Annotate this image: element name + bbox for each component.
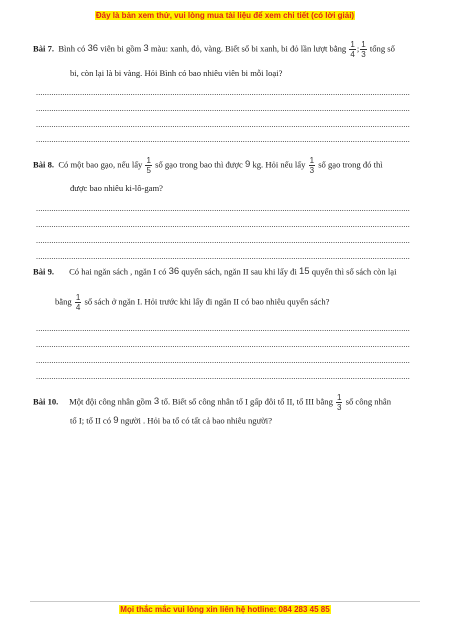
separator: ; [356, 43, 360, 54]
problem-7-text: màu: xanh, đỏ, vàng. Biết số bi xanh, bi đỏ lần lượt bằng [150, 43, 347, 54]
problem-10-text: số công nhân [345, 396, 391, 407]
problem-7-number: 36 [87, 42, 99, 54]
hotline-footer [0, 605, 450, 614]
problem-7-line-2 [70, 68, 282, 78]
problem-10-label: Bài 10. [33, 396, 59, 407]
problem-7-text: viên bi gồm [100, 43, 142, 54]
problem-10-number: 9 [113, 415, 119, 426]
answer-line: .......................................................................................................................................................................... [36, 340, 410, 349]
problem-9-text: bằng [55, 296, 72, 307]
fraction-numerator: 1 [350, 40, 355, 49]
answer-line: .......................................................................................................................................................................... [36, 220, 410, 229]
problem-8-line-2 [70, 183, 163, 193]
problem-9-text: số sách ở ngăn I. Hỏi trước khi lấy đi ngăn II có bao nhiêu quyển sách? [84, 296, 330, 307]
problem-9-text: quyển sách, ngăn II sau khi lấy đi [181, 266, 297, 277]
preview-notice-banner [0, 11, 450, 20]
problem-7-number: 3 [143, 42, 149, 54]
problem-10-text: Một đội công nhân gồm [69, 396, 152, 407]
fraction [360, 40, 366, 59]
problem-8-number: 9 [244, 158, 251, 170]
problem-10-number: 3 [153, 395, 160, 407]
fraction-denominator: 5 [146, 166, 151, 175]
problem-8-line-1 [33, 156, 383, 175]
fraction [336, 393, 342, 412]
problem-8-text: kg. Hỏi nếu lấy [252, 159, 306, 170]
fraction [309, 156, 315, 175]
answer-line: .......................................................................................................................................................................... [36, 104, 410, 113]
answer-line: .......................................................................................................................................................................... [36, 120, 410, 129]
answer-line: .......................................................................................................................................................................... [36, 236, 410, 245]
answer-line: .......................................................................................................................................................................... [36, 204, 410, 213]
fraction-denominator: 3 [337, 403, 342, 412]
problem-7-text: tổng số [369, 43, 395, 54]
problem-7-text: bi, còn lại là bi vàng. Hỏi Bình có bao nhiêu viên bi mỗi loại? [70, 68, 283, 78]
problem-9-number: 15 [299, 266, 310, 277]
problem-10-text: tổ. Biết số công nhân tổ I gấp đôi tổ II, tổ III bằng [161, 396, 333, 407]
answer-line: .......................................................................................................................................................................... [36, 324, 410, 333]
fraction-denominator: 4 [75, 303, 81, 312]
problem-8-text: được bao nhiêu ki-lô-gam? [70, 183, 163, 193]
problem-8-text: số gạo trong bao thì được [155, 159, 243, 170]
hotline-text: Mọi thắc mắc vui lòng xin liên hệ hotline: 084 283 45 85 [120, 605, 330, 614]
fraction-numerator: 1 [309, 156, 315, 165]
answer-line: .......................................................................................................................................................................... [36, 252, 410, 261]
preview-notice-text: Đây là bản xem thử, vui lòng mua tài liệu để xem chi tiết (có lời giải) [95, 11, 355, 20]
problem-7-label: Bài 7. [33, 43, 55, 54]
problem-8-text: số gạo trong đó thì [318, 159, 383, 170]
problem-10-line-2 [70, 415, 272, 426]
problem-10-text: tổ I; tổ II có [70, 415, 112, 426]
fraction [145, 156, 151, 175]
answer-line: .......................................................................................................................................................................... [36, 372, 410, 381]
answer-line: .......................................................................................................................................................................... [36, 356, 410, 365]
problem-9-text: quyển thì số sách còn lại [311, 266, 397, 277]
problem-9-line-1 [33, 266, 396, 277]
problem-10-text: người . Hỏi ba tổ có tất cả bao nhiêu người? [120, 415, 273, 426]
problem-9-text: Có hai ngăn sách , ngăn I có [69, 266, 167, 277]
problem-9-number: 36 [168, 266, 180, 277]
fraction-denominator: 4 [350, 50, 355, 59]
fraction [75, 293, 81, 312]
problem-7-text: Bình có [58, 43, 86, 54]
footer-divider [30, 601, 420, 602]
problem-9-label: Bài 9. [33, 266, 55, 277]
fraction-denominator: 3 [361, 50, 366, 59]
problem-8-label: Bài 8. [33, 159, 55, 170]
problem-9-line-2 [55, 293, 329, 312]
problem-10-line-1 [33, 393, 391, 412]
fraction-numerator: 1 [361, 40, 366, 49]
problem-7-line-1 [33, 40, 395, 59]
answer-line: .......................................................................................................................................................................... [36, 135, 410, 144]
answer-line: .......................................................................................................................................................................... [36, 88, 410, 97]
fraction [349, 40, 355, 59]
fraction-numerator: 1 [146, 156, 151, 165]
fraction-numerator: 1 [75, 293, 81, 302]
problem-8-text: Có một bao gạo, nếu lấy [58, 159, 143, 170]
fraction-numerator: 1 [337, 393, 342, 402]
fraction-denominator: 3 [309, 166, 315, 175]
